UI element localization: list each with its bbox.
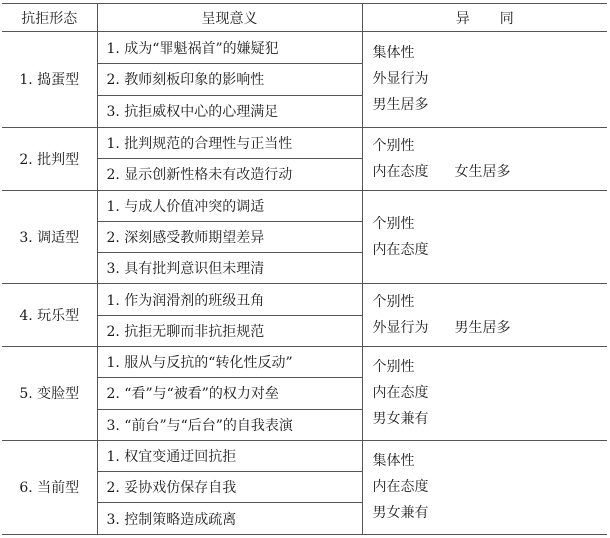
meaning-cell: 1. 批判规范的合理性与正当性 (97, 127, 362, 158)
diff-line: 个别性 (372, 215, 415, 232)
header-diff (362, 4, 607, 32)
form-cell: 2. 批判型 (2, 127, 97, 190)
diff-cell (362, 284, 607, 347)
table-row (2, 127, 607, 158)
header-diff-a: 异 (455, 10, 470, 27)
diff-line-a: 外显行为 (372, 320, 429, 337)
diff-line: 个别性 (372, 137, 415, 154)
table-row (2, 32, 607, 64)
header-meaning: 呈现意义 (97, 4, 362, 32)
table-row (2, 347, 607, 378)
meaning-cell: 2. 显示创新性格未有改造行动 (97, 159, 362, 190)
diff-cell (362, 190, 607, 284)
meaning-cell: 1. 成为“罪魁祸首”的嫌疑犯 (97, 32, 362, 64)
diff-line: 内在态度 (372, 241, 429, 258)
diff-line: 个别性 (372, 359, 415, 376)
meaning-cell: 1. 权宜变通迂回抗拒 (97, 440, 362, 471)
form-cell: 3. 调适型 (2, 190, 97, 284)
diff-line (373, 159, 608, 185)
diff-line-b: 女生居多 (454, 163, 511, 180)
meaning-cell: 1. 作为润滑剂的班级丑角 (97, 284, 362, 315)
form-cell: 6. 当前型 (2, 440, 97, 534)
diff-line: 外显行为 (372, 71, 429, 88)
table-row (2, 190, 607, 221)
resistance-forms-table (2, 3, 607, 535)
meaning-cell: 2. “看”与“被看”的权力对垒 (97, 378, 362, 409)
meaning-cell: 1. 与成人价值冲突的调适 (97, 190, 362, 221)
diff-cell (362, 440, 607, 534)
meaning-cell: 2. 妥协戏仿保存自我 (97, 472, 362, 503)
form-cell: 5. 变脸型 (2, 347, 97, 441)
form-cell: 1. 捣蛋型 (2, 32, 97, 128)
diff-line: 个别性 (372, 294, 415, 311)
diff-line: 男女兼有 (372, 505, 429, 522)
diff-line: 男生居多 (372, 97, 429, 114)
header-row (2, 4, 607, 32)
meaning-cell: 3. “前台”与“后台”的自我表演 (97, 409, 362, 440)
diff-cell (362, 127, 607, 190)
header-diff-b: 同 (499, 10, 514, 27)
header-form: 抗拒形态 (2, 4, 97, 32)
diff-line (373, 315, 608, 341)
meaning-cell: 3. 抗拒威权中心的心理满足 (97, 95, 362, 127)
meaning-cell: 2. 教师刻板印象的影响性 (97, 64, 362, 95)
table-row (2, 284, 607, 315)
meaning-cell: 2. 抗拒无聊而非抗拒规范 (97, 315, 362, 346)
diff-line-a: 内在态度 (372, 163, 429, 180)
table-row (2, 440, 607, 471)
diff-line-b: 男生居多 (454, 320, 511, 337)
form-cell: 4. 玩乐型 (2, 284, 97, 347)
diff-line: 男女兼有 (372, 411, 429, 428)
diff-cell (362, 32, 607, 128)
meaning-cell: 3. 控制策略造成疏离 (97, 503, 362, 535)
meaning-cell: 3. 具有批判意识但未理清 (97, 253, 362, 284)
diff-line: 内在态度 (372, 479, 429, 496)
meaning-cell: 2. 深刻感受教师期望差异 (97, 221, 362, 252)
meaning-cell: 1. 服从与反抗的“转化性反动” (97, 347, 362, 378)
diff-line: 集体性 (372, 453, 415, 470)
diff-line: 集体性 (372, 45, 415, 62)
diff-line: 内在态度 (372, 385, 429, 402)
diff-cell (362, 347, 607, 441)
